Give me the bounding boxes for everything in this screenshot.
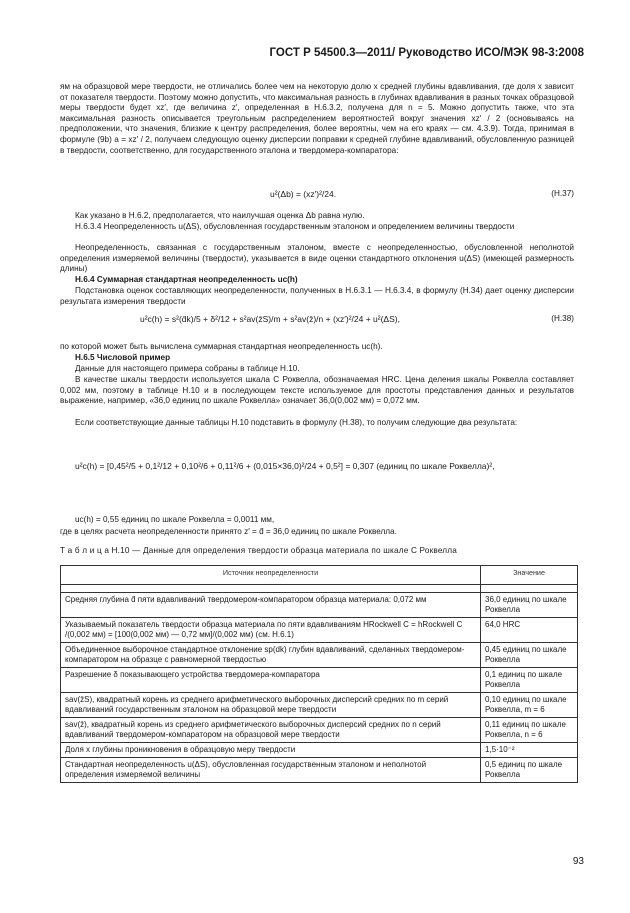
table-row bbox=[61, 758, 578, 783]
table-cell-value: 0,1 единиц по шкале Роквелла bbox=[481, 668, 578, 693]
paragraph-assumption: где в целях расчета неопределенности принято z′ = d̄ = 36,0 единиц по шкале Роквелла. bbox=[60, 527, 397, 536]
paragraph-intro: ям на образцовой мере твердости, не отличались более чем на некоторую долю x средней глубины вдавливания, где доля x зависит от показателя твердости. Поэтому можно допустить, что максимальная разность в глубинах вдавливания в разных точках образцовой меры твердости будет xz′, где величина z′, определенная в Н.6.3.2, получена для n = 5. Можно допустить также, что эта максимальная разность описывается треугольным распределением вероятностей вокруг значения xz′ / 2 (основываясь на предположении, что значения, близкие к центру распределения, более вероятны, чем на его краях — см. 4.3.9). Тогда, принимая в формуле (9b) a = xz′ / 2, получаем следующую оценку дисперсии поправки к средней глубине вдавливаний, обусловленную разницей в твердости, соответственно, для государственного эталона и твердомера-компаратора: bbox=[60, 82, 574, 155]
heading-h64: Н.6.4 Суммарная стандартная неопределенность uc(h) bbox=[75, 275, 298, 284]
paragraph-data: Данные для настоящего примера собраны в таблице Н.10. bbox=[75, 364, 300, 373]
paragraph-standard-uncertainty: Неопределенность, связанная с государственным эталоном, вместе с неопределенностью, обусловленной неполнотой определения измеряемой величины (твердости), указывается в виде оценки стандартного отклонения u(ΔS) (имеющей размерность длины) bbox=[60, 243, 574, 274]
table-row bbox=[61, 693, 578, 718]
table-header-source: Источник неопределенности bbox=[61, 566, 481, 585]
table-cell-source: Указываемый показатель твердости образца материала по пяти вдавливаниям HRockwell C = hRockwell C /(0,002 мм) = [100(0,002 мм) — 0,72 мм]/(0,002 мм) (см. Н.6.1) bbox=[61, 618, 481, 643]
table-cell-source: Объединенное выборочное стандартное отклонение sp(dk) глубин вдавливаний, сделанных твердомером-компаратором на образце с равномерной твердостью bbox=[61, 643, 481, 668]
equation-h38: u²c(h) = s²(d̄k)/5 + δ²/12 + s²av(z̄S)/m + s²av(z̄)/n + (xz′)²/24 + u²(ΔS), bbox=[140, 314, 400, 324]
table-spacer-row bbox=[61, 585, 578, 593]
data-table bbox=[60, 565, 578, 783]
paragraph-results-intro: Если соответствующие данные таблицы Н.10 подставить в формулу (Н.38), то получим следующие два результата: bbox=[75, 418, 518, 427]
table-cell-source: Разрешение δ показывающего устройства твердомера-компаратора bbox=[61, 668, 481, 693]
equation-h38-label: (Н.38) bbox=[551, 314, 574, 323]
paragraph-uc-value: uc(h) = 0,55 единиц по шкале Роквелла = 0,0011 мм, bbox=[75, 515, 275, 524]
equation-result: u²c(h) = [0,45²/5 + 0,1²/12 + 0,10²/6 + 0,11²/6 + (0,015×36,0)²/24 + 0,5²] = 0,307 (единиц по шкале Роквелла)², bbox=[75, 461, 495, 471]
table-header-value: Значение bbox=[481, 566, 578, 585]
paragraph-combined: по которой может быть вычислена суммарная стандартная неопределенность uc(h). bbox=[60, 342, 383, 351]
table-cell-source: sav(z̄S), квадратный корень из среднего арифметического выборочных дисперсий средних по m серий вдавливаний государственным эталоном на образцовой мере твердости bbox=[61, 693, 481, 718]
table-cell-source: sav(z̄), квадратный корень из среднего арифметического выборочных дисперсий средних по n серий вдавливаний твердомером-компаратором на образцовой мере твердости bbox=[61, 718, 481, 743]
table-row bbox=[61, 643, 578, 668]
paragraph-h634: Н.6.3.4 Неопределенность u(ΔS), обусловленная государственным эталоном и определением величины твердости bbox=[75, 222, 515, 231]
equation-h37-label: (Н.37) bbox=[551, 189, 574, 198]
table-caption: Т а б л и ц а Н.10 — Данные для определения твердости образца материала по шкале С Роквелла bbox=[60, 546, 458, 555]
table-cell-value: 0,45 единиц по шкале Роквелла bbox=[481, 643, 578, 668]
table-row bbox=[61, 618, 578, 643]
equation-h37: u²(Δb) = (xz′)²/24. bbox=[270, 189, 337, 199]
table-cell-value: 0,5 единиц по шкале Роквелла bbox=[481, 758, 578, 783]
table-header-row bbox=[61, 566, 578, 585]
table-row bbox=[61, 718, 578, 743]
paragraph-rockwell: В качестве шкалы твердости используется шкала С Роквелла, обозначаемая HRC. Цена деления шкалы Роквелла составляет 0,002 мм, поэтому в таблице Н.10 и в последующем тексте используемое для простоты представления данных и результатов выражение, например, «36,0 единиц по шкале Роквелла» означает 36,0(0,002 мм) = 0,072 мм. bbox=[60, 375, 574, 406]
table-cell-source: Стандартная неопределенность u(ΔS), обусловленная государственным эталоном и неполнотой определения измеряемой величины bbox=[61, 758, 481, 783]
page-number: 93 bbox=[572, 856, 584, 867]
table-cell-source: Средняя глубина d̄ пяти вдавливаний твердомером-компаратором образца материала: 0,072 мм bbox=[61, 593, 481, 618]
table-cell-source: Доля x глубины проникновения в образцовую меру твердости bbox=[61, 743, 481, 758]
table-row bbox=[61, 593, 578, 618]
table-cell-value: 0,10 единиц по шкале Роквелла, m = 6 bbox=[481, 693, 578, 718]
table-row bbox=[61, 743, 578, 758]
table-cell-value: 64,0 HRC bbox=[481, 618, 578, 643]
table-cell-value: 36,0 единиц по шкале Роквелла bbox=[481, 593, 578, 618]
table-cell-value: 1,5·10⁻² bbox=[481, 743, 578, 758]
table-cell-value: 0,11 единиц по шкале Роквелла, n = 6 bbox=[481, 718, 578, 743]
table-row bbox=[61, 668, 578, 693]
paragraph-substitution: Подстановка оценок составляющих неопределенности, полученных в Н.6.3.1 — Н.6.3.4, в формулу (Н.34) дает оценку дисперсии результата измерения твердости bbox=[60, 286, 574, 306]
paragraph-best-estimate: Как указано в Н.6.2, предполагается, что наилучшая оценка Δb равна нулю. bbox=[75, 211, 365, 220]
heading-h65: Н.6.5 Числовой пример bbox=[75, 353, 171, 362]
running-header: ГОСТ Р 54500.3—2011/ Руководство ИСО/МЭК 98-3:2008 bbox=[269, 47, 584, 59]
